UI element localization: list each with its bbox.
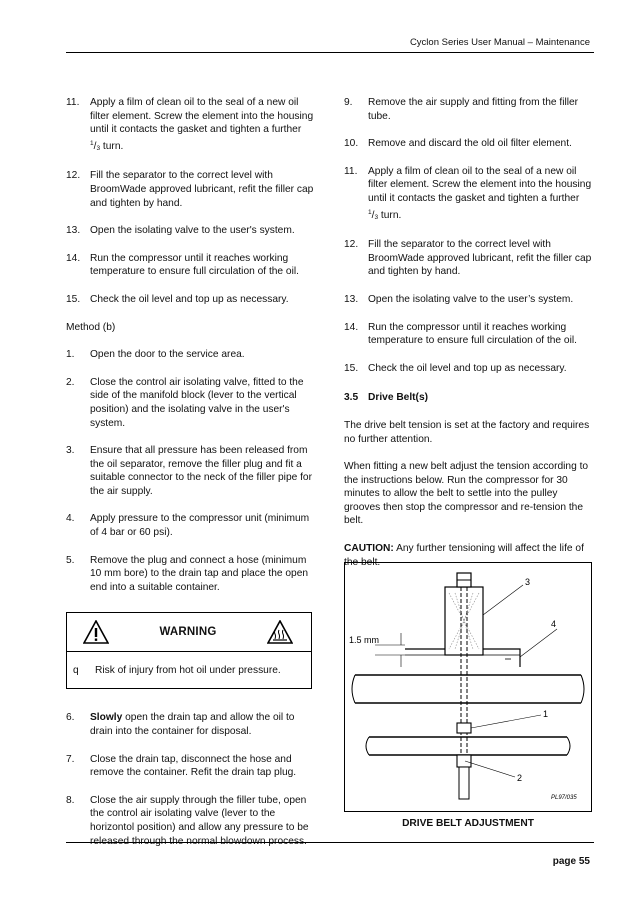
list-item: 15. Check the oil level and top up as necessary. (344, 362, 567, 374)
list-item: 12. Fill the separator to the correct level with BroomWade approved lubricant, refit the filler cap and tighten by hand. (344, 239, 592, 278)
list-item: 14. Run the compressor until it reaches working temperature to ensure full circulation of the oil. (344, 321, 577, 347)
list-item: 6. Slowly open the drain tap and allow the oil to drain into the container for disposal. (66, 712, 295, 738)
callout-1: 1 (543, 709, 549, 719)
list-item: 8. Close the air supply through the filler tube, open the control air isolating valve (lever to the horizontol position) and allow any pressure to be released through the normal blowdown process. (66, 794, 309, 847)
list-item: 4. Apply pressure to the compressor unit (minimum of 4 bar or 60 psi). (66, 513, 310, 539)
running-header: Cyclon Series User Manual – Maintenance (409, 37, 590, 48)
right-column (344, 96, 592, 583)
caution-paragraph: CAUTION: Any further tensioning will affect the life of the belt. (344, 543, 584, 568)
section-heading: 3.5 Drive Belt(s) (344, 392, 429, 404)
method-b-label: Method (b) (66, 321, 116, 333)
page-number: page 55 (552, 856, 590, 867)
warning-text: Risk of injury from hot oil under pressure. (95, 664, 281, 676)
hot-surface-icon (267, 620, 293, 644)
footer-rule (66, 842, 594, 843)
list-item: 10. Remove and discard the old oil filter element. (344, 138, 572, 150)
warning-bullet: q (73, 664, 79, 676)
list-item: 9. Remove the air supply and fitting from the filler tube. (344, 97, 579, 122)
list-item: 13. Open the isolating valve to the user’s system. (344, 293, 574, 305)
list-item: 11. Apply a film of clean oil to the seal of a new oil filter element. Screw the element into the housing until it contacts the gasket and tighten a further $^1$/3 turn. (66, 97, 314, 152)
paragraph: When fitting a new belt adjust the tension according to the instructions below. Run the compressor for 30 minutes to allow the belt to settle into the pulley grooves then stop the compressor and re-tension the belt. (344, 461, 589, 527)
warning-title: WARNING (159, 625, 217, 638)
dimension-label: 1.5 mm (349, 635, 380, 645)
list-item: 13. Open the isolating valve to the user's system. (66, 225, 295, 237)
drive-belt-diagram (345, 563, 591, 811)
warning-triangle-icon (83, 620, 109, 644)
list-item: 1. Open the door to the service area. (66, 349, 245, 361)
warning-box (66, 612, 312, 689)
list-item: 7. Close the drain tap, disconnect the hose and remove the container. Refit the drain tap plug. (66, 753, 297, 779)
paragraph: The drive belt tension is set at the factory and requires no further attention. (344, 419, 590, 445)
list-item: 3. Ensure that all pressure has been released from the oil separator, remove the filler plug and fit a suitable connector to the neck of the filler pipe for the air supply. (66, 445, 312, 497)
warning-row (67, 652, 311, 688)
list-item: 2. Close the control air isolating valve, fitted to the side of the manifold block (lever to the vertical position) and the isolating valve in the user's system. (66, 376, 304, 429)
header-rule (66, 52, 594, 53)
list-item: 11. Apply a film of clean oil to the seal of a new oil filter element. Screw the element into the housing until it contacts the gasket and tighten a further $^1$/3 turn. (344, 165, 592, 221)
list-item: 14. Run the compressor until it reaches working temperature to ensure full circulation of the oil. (66, 252, 299, 278)
figure-ref: PL97/035 (551, 795, 577, 801)
callout-4: 4 (551, 619, 557, 629)
callout-3: 3 (525, 577, 531, 587)
list-item: 5. Remove the plug and connect a hose (minimum 10 mm bore) to the drain tap and place the open end into a suitable container. (66, 554, 309, 593)
callout-2: 2 (517, 773, 523, 783)
list-item: 12. Fill the separator to the correct level with BroomWade approved lubricant, refit the filler cap and tighten by hand. (66, 170, 314, 209)
drive-belt-figure (344, 562, 592, 812)
figure-caption: DRIVE BELT ADJUSTMENT (402, 818, 534, 829)
warning-header (67, 613, 311, 652)
left-column (66, 96, 314, 862)
list-item: 15. Check the oil level and top up as necessary. (66, 293, 289, 305)
